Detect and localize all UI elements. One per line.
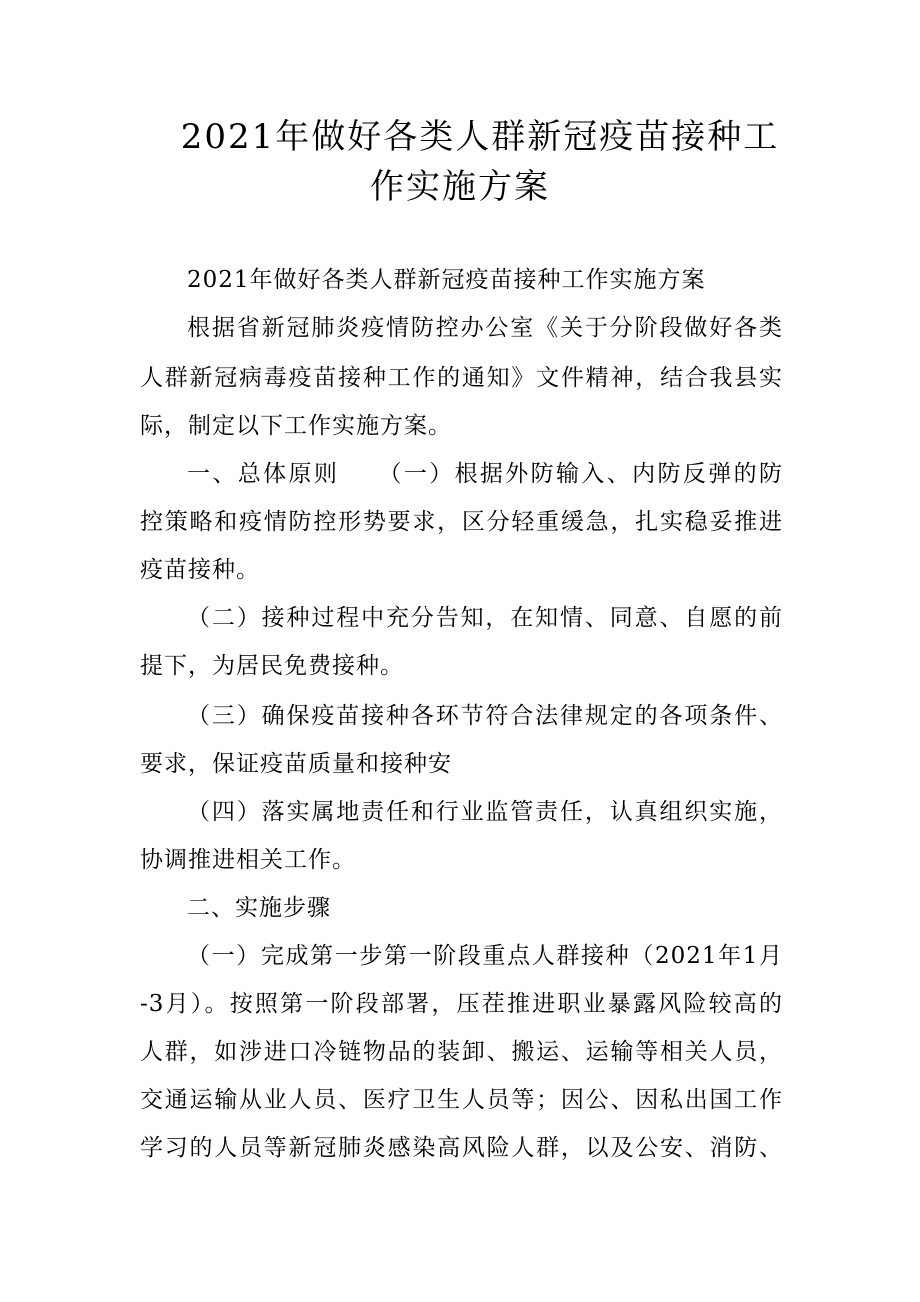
- paragraph-line: 人群新冠病毒疫苗接种工作的通知》文件精神，结合我县实: [140, 365, 783, 391]
- paragraph-line: 控策略和疫情防控形势要求，区分轻重缓急，扎实稳妥推进: [140, 509, 783, 535]
- paragraph-line: 根据省新冠肺炎疫情防控办公室《关于分阶段做好各类: [187, 315, 783, 341]
- paragraph-line: 疫苗接种。: [140, 557, 260, 583]
- section-heading-line: 一、总体原则 （一）根据外防输入、内防反弹的防: [187, 461, 783, 487]
- paragraph-line: 人群，如涉进口冷链物品的装卸、搬运、运输等相关人员，: [140, 1039, 783, 1065]
- paragraph-line: -3月）。按照第一阶段部署，压茬推进职业暴露风险较高的: [140, 991, 783, 1017]
- paragraph-line: （三）确保疫苗接种各环节符合法律规定的各项条件、: [187, 703, 783, 729]
- subtitle-line: 2021年做好各类人群新冠疫苗接种工作实施方案: [187, 267, 706, 293]
- paragraph-line: （一）完成第一步第一阶段重点人群接种（2021年1月: [187, 943, 783, 969]
- document-title-line-2: 作实施方案: [370, 167, 550, 207]
- paragraph-line: 协调推进相关工作。: [140, 847, 356, 873]
- paragraph-line: 学习的人员等新冠肺炎感染高风险人群，以及公安、消防、: [140, 1135, 783, 1161]
- document-title-line-1: 2021年做好各类人群新冠疫苗接种工: [180, 117, 780, 157]
- paragraph-line: 际，制定以下工作实施方案。: [140, 413, 452, 439]
- paragraph-line: 交通运输从业人员、医疗卫生人员等；因公、因私出国工作: [140, 1087, 783, 1113]
- paragraph-line: 要求，保证疫苗质量和接种安: [140, 751, 452, 777]
- paragraph-line: （二）接种过程中充分告知，在知情、同意、自愿的前: [187, 605, 783, 631]
- paragraph-line: （四）落实属地责任和行业监管责任，认真组织实施，: [187, 799, 783, 825]
- section-heading-line: 二、实施步骤: [187, 895, 331, 921]
- paragraph-line: 提下，为居民免费接种。: [140, 653, 404, 679]
